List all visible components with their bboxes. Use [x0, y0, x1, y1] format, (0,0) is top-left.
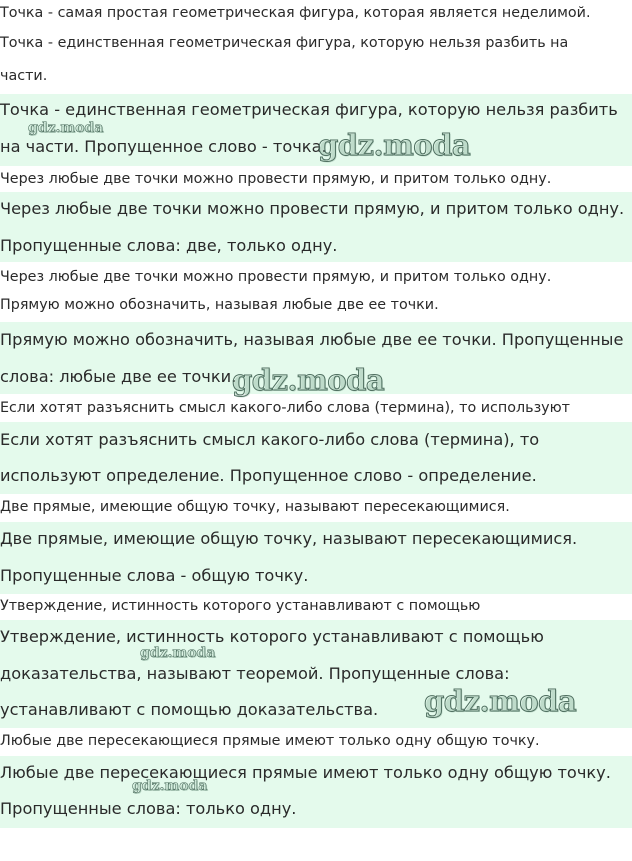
watermark-logo: gdz.moda — [232, 363, 385, 397]
answer-line: Утверждение, истинность которого устанавливают с помощью — [0, 627, 544, 646]
watermark-logo: gdz.moda — [140, 645, 216, 661]
answer-line: на части. Пропущенное слово - точка. — [0, 137, 327, 156]
answer-line: Пропущенные слова: две, только одну. — [0, 236, 338, 255]
prompt-line: Прямую можно обозначить, называя любые две ее точки. — [0, 297, 439, 313]
prompt-line: части. — [0, 68, 48, 84]
answer-line: Если хотят разъяснить смысл какого-либо слова (термина), то — [0, 430, 540, 449]
prompt-line: Любые две пересекающиеся прямые имеют только одну общую точку. — [0, 733, 540, 749]
answer-line: Прямую можно обозначить, называя любые две ее точки. Пропущенные — [0, 330, 624, 349]
prompt-line: Утверждение, истинность которого устанавливают с помощью — [0, 598, 481, 614]
watermark-logo: gdz.moda — [318, 128, 471, 162]
answer-line: слова: любые две ее точки. — [0, 367, 237, 386]
watermark-logo: gdz.moda — [424, 684, 577, 718]
answer-line: устанавливают с помощью доказательства. — [0, 700, 379, 719]
answer-line: Две прямые, имеющие общую точку, называют пересекающимися. — [0, 529, 578, 548]
answer-line: Через любые две точки можно провести прямую, и притом только одну. — [0, 199, 625, 218]
prompt-line: Точка - самая простая геометрическая фигура, которая является неделимой. — [0, 5, 591, 21]
prompt-line: Через любые две точки можно провести прямую, и притом только одну. — [0, 269, 552, 285]
answer-line: Точка - единственная геометрическая фигура, которую нельзя разбить — [0, 100, 618, 119]
watermark-logo: gdz.moda — [28, 120, 104, 136]
answer-line: Пропущенные слова: только одну. — [0, 799, 297, 818]
answer-line: Любые две пересекающиеся прямые имеют только одну общую точку. — [0, 763, 611, 782]
prompt-line: Если хотят разъяснить смысл какого-либо слова (термина), то используют — [0, 400, 570, 416]
prompt-line: Через любые две точки можно провести прямую, и притом только одну. — [0, 171, 552, 187]
answer-line: используют определение. Пропущенное слово - определение. — [0, 466, 537, 485]
answer-line: доказательства, называют теоремой. Пропущенные слова: — [0, 664, 510, 683]
answer-line: Пропущенные слова - общую точку. — [0, 566, 309, 585]
prompt-line: Две прямые, имеющие общую точку, называют пересекающимися. — [0, 499, 510, 515]
watermark-logo: gdz.moda — [132, 778, 208, 794]
prompt-line: Точка - единственная геометрическая фигура, которую нельзя разбить на — [0, 35, 569, 51]
